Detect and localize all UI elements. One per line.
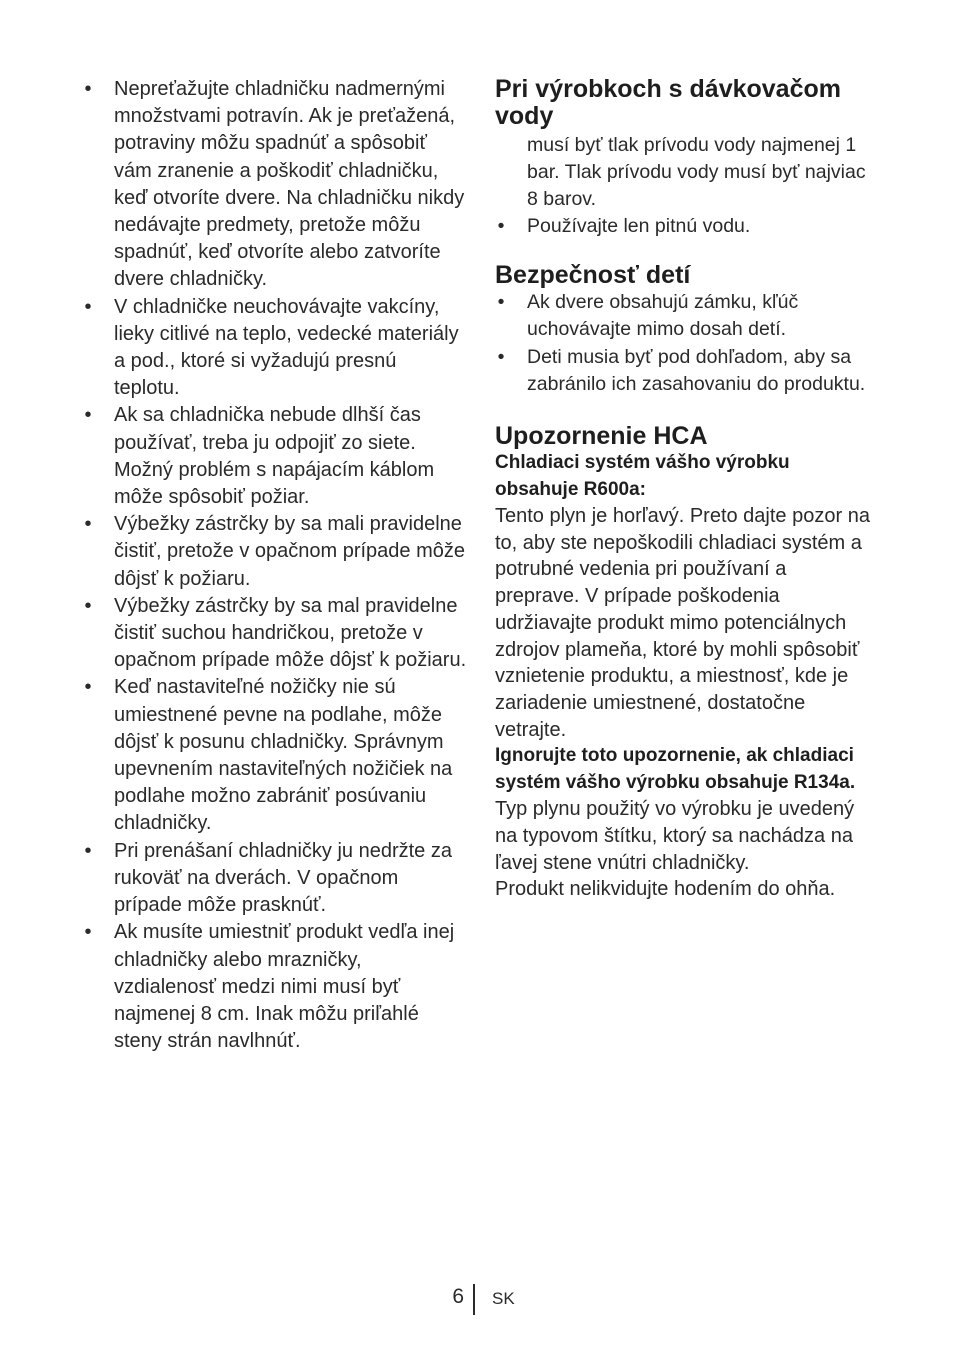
list-item [82, 593, 467, 675]
child-safety-section [495, 262, 875, 398]
bullet-icon: • [84, 78, 92, 100]
list-item-text: Výbežky zástrčky by sa mal pravidelne čistiť suchou handričkou, pretože v opačnom prípade môže dôjsť k požiaru. [114, 594, 467, 672]
list-item [82, 919, 467, 1055]
bullet-icon: • [84, 513, 92, 536]
left-column [82, 76, 467, 1055]
list-item-text: Pri prenášaní chladničky ju nedržte za rukoväť na dverách. V opačnom prípade môže prasknúť. [114, 839, 452, 917]
hca-paragraph-gas-type: Typ plynu použitý vo výrobku je uvedený na typovom štítku, ktorý sa nachádza na ľavej stene vnútri chladničky. [495, 798, 855, 874]
page-footer [0, 1284, 954, 1316]
safety-bullet-list [82, 76, 467, 1055]
list-item-text: Ak dvere obsahujú zámku, kľúč uchovávajte mimo dosah detí. [527, 291, 799, 341]
child-safety-heading: Bezpečnosť detí [495, 261, 691, 290]
list-item-text: Deti musia byť pod dohľadom, aby sa zabránilo ich zasahovaniu do produktu. [527, 345, 866, 395]
bullet-icon: • [84, 676, 92, 699]
list-item-text: Keď nastaviteľné nožičky nie sú umiestnené pevne na podlahe, môže dôjsť k posunu chladničky. Správnym upevnením nastaviteľných nožičiek na podlahe možno zabrániť posúvaniu chladničky. [114, 676, 453, 835]
hca-paragraph-flammable: Tento plyn je horľavý. Preto dajte pozor na to, aby ste nepoškodili chladiaci systém a potrubné vedenia pri používaní a preprave. V prípade poškodenia udržiavajte produkt mimo potenciálnych zdrojov plameňa, ktoré by mohli spôsobiť vznietenie produktu, a miestnosť, kde je zariadenie umiestnené, dostatočne vetrajte. [495, 505, 870, 741]
dispenser-intro: musí byť tlak prívodu vody najmenej 1 bar. Tlak prívodu vody musí byť najviac 8 barov. [527, 134, 866, 210]
list-item-text: Používajte len pitnú vodu. [527, 215, 751, 237]
bullet-icon: • [84, 921, 92, 944]
bullet-icon: • [497, 291, 505, 314]
bullet-icon: • [497, 345, 505, 368]
bullet-icon: • [84, 594, 92, 617]
page-number: 6 [452, 1285, 464, 1308]
hca-subheading-r600a: Chladiaci systém vášho výrobku obsahuje R600a: [495, 452, 790, 500]
bullet-icon: • [497, 215, 505, 237]
list-item [82, 76, 467, 294]
list-item-text: Ak sa chladnička nebude dlhší čas používať, treba ju odpojiť zo siete. Možný problém s napájacím káblom môže spôsobiť požiar. [114, 404, 435, 509]
list-item-text: Nepreťažujte chladničku nadmernými množstvami potravín. Ak je preťažená, potraviny môžu spadnúť a spôsobiť vám zranenie a poškodiť chladničku, keď otvoríte dvere. Na chladničku nikdy nedávajte predmety, pretože môžu spadnúť, keď otvoríte alebo zatvoríte dvere chladničky. [114, 78, 465, 291]
list-item [495, 213, 875, 240]
hca-warning-section [495, 423, 875, 903]
bullet-icon: • [84, 295, 92, 318]
footer-divider [473, 1284, 475, 1315]
dispenser-bullet-list [495, 213, 875, 240]
list-item [82, 838, 467, 920]
language-code: SK [492, 1289, 515, 1308]
list-item-text: V chladničke neuchovávajte vakcíny, lieky citlivé na teplo, vedecké materiály a pod., ktoré si vyžadujú presnú teplotu. [114, 295, 459, 400]
list-item [82, 511, 467, 593]
dispenser-section [495, 76, 875, 240]
list-item [82, 294, 467, 403]
list-item-text: Ak musíte umiestniť produkt vedľa inej chladničky alebo mrazničky, vzdialenosť medzi nimi musí byť najmenej 8 cm. Inak môžu priľahlé steny strán navlhnúť. [114, 921, 455, 1053]
hca-paragraph-disposal: Produkt nelikvidujte hodením do ohňa. [495, 878, 836, 901]
list-item [495, 344, 875, 398]
right-column [495, 76, 875, 903]
list-item [82, 402, 467, 511]
hca-heading: Upozornenie HCA [495, 422, 708, 451]
list-item [82, 674, 467, 837]
hca-subheading-r134a: Ignorujte toto upozornenie, ak chladiaci systém vášho výrobku obsahuje R134a. [495, 745, 856, 793]
list-item [495, 289, 875, 343]
list-item-text: Výbežky zástrčky by sa mali pravidelne čistiť, pretože v opačnom prípade môže dôjsť k požiaru. [114, 513, 466, 590]
bullet-icon: • [84, 404, 92, 427]
dispenser-heading: Pri výrobkoch s dávkovačom vody [495, 75, 841, 130]
bullet-icon: • [84, 839, 92, 862]
child-safety-bullet-list [495, 289, 875, 398]
